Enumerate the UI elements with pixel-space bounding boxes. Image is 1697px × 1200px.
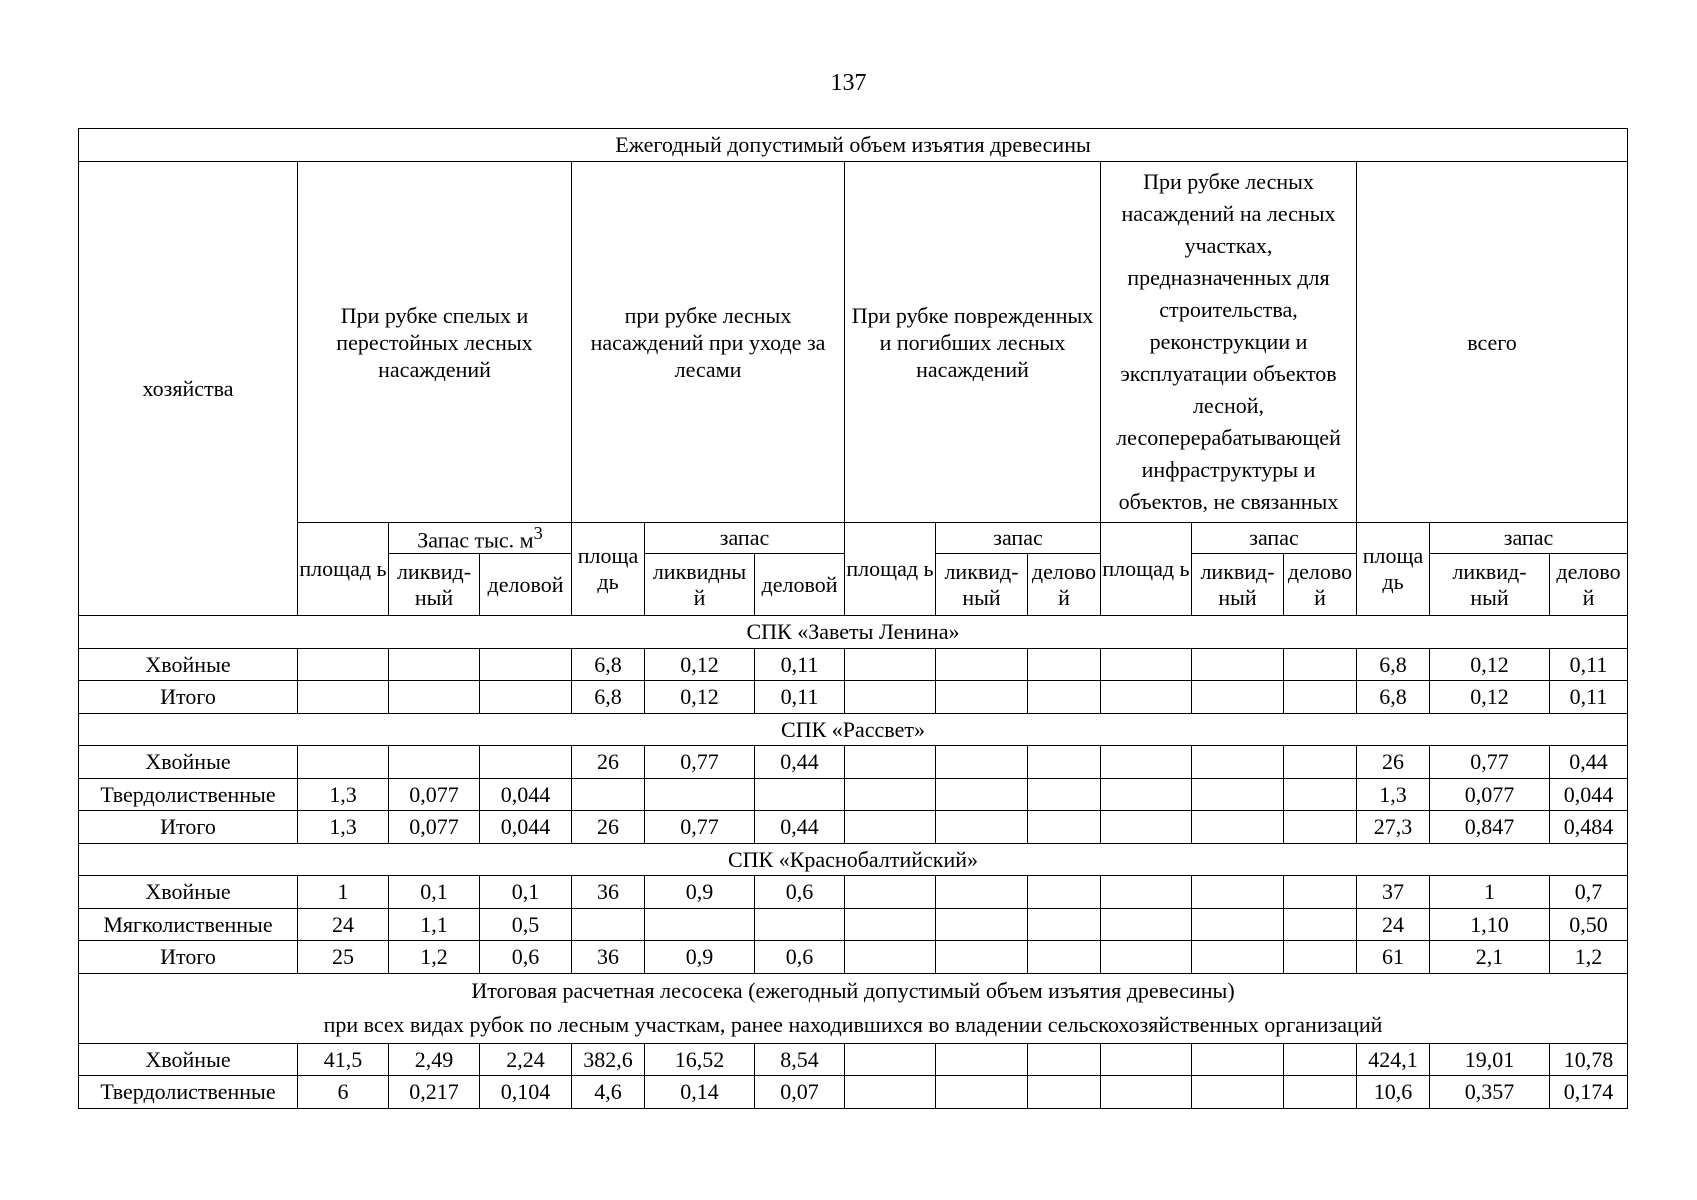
value-cell bbox=[1028, 941, 1101, 974]
section-title bbox=[79, 843, 1628, 876]
value-cell bbox=[1028, 648, 1101, 681]
value-cell bbox=[1192, 1043, 1284, 1076]
value-cell bbox=[845, 1076, 936, 1109]
value-cell: 0,14 bbox=[645, 1076, 755, 1109]
value-cell bbox=[1028, 681, 1101, 714]
value-cell bbox=[1192, 681, 1284, 714]
value-cell bbox=[389, 746, 480, 779]
section-title-row bbox=[79, 843, 1628, 876]
value-cell bbox=[1101, 648, 1192, 681]
value-cell: 0,077 bbox=[389, 778, 480, 811]
value-cell: 0,044 bbox=[480, 778, 572, 811]
value-cell: 0,07 bbox=[755, 1076, 845, 1109]
value-cell: 1,3 bbox=[298, 811, 389, 844]
final-section-title-line: Итоговая расчетная лесосека (ежегодный допустимый объем изъятия древесины) bbox=[471, 978, 1235, 1004]
page-number: 137 bbox=[830, 70, 867, 96]
value-cell: 41,5 bbox=[298, 1043, 389, 1076]
value-cell: 2,1 bbox=[1430, 941, 1550, 974]
value-cell: 16,52 bbox=[645, 1043, 755, 1076]
value-cell: 6,8 bbox=[572, 681, 645, 714]
value-cell: 1 bbox=[1430, 876, 1550, 909]
table-row bbox=[79, 908, 1628, 941]
value-cell: 10,78 bbox=[1550, 1043, 1628, 1076]
value-cell bbox=[755, 778, 845, 811]
table-row bbox=[79, 778, 1628, 811]
area-header: площа дь bbox=[1357, 523, 1430, 616]
value-cell: 19,01 bbox=[1430, 1043, 1550, 1076]
value-cell: 37 bbox=[1357, 876, 1430, 909]
species-cell: Хвойные bbox=[79, 648, 298, 681]
value-cell bbox=[645, 908, 755, 941]
species-cell: Хвойные bbox=[79, 876, 298, 909]
species-cell: Твердолиственные bbox=[79, 1076, 298, 1109]
value-cell: 382,6 bbox=[572, 1043, 645, 1076]
value-cell: 1,2 bbox=[389, 941, 480, 974]
value-cell bbox=[1028, 1043, 1101, 1076]
area-header: площа дь bbox=[572, 523, 645, 616]
value-cell bbox=[298, 746, 389, 779]
value-cell: 26 bbox=[572, 811, 645, 844]
value-cell: 0,6 bbox=[755, 876, 845, 909]
business-header: делово й bbox=[1284, 554, 1357, 616]
value-cell bbox=[936, 876, 1028, 909]
value-cell bbox=[389, 681, 480, 714]
value-cell bbox=[1028, 1076, 1101, 1109]
value-cell: 6,8 bbox=[1357, 648, 1430, 681]
value-cell bbox=[480, 648, 572, 681]
value-cell bbox=[845, 941, 936, 974]
value-cell: 6,8 bbox=[572, 648, 645, 681]
row-header: хозяйства bbox=[79, 162, 298, 616]
liquid-header: ликвид- ный bbox=[389, 554, 480, 616]
stock-units-exponent: 3 bbox=[533, 523, 543, 543]
value-cell: 0,44 bbox=[755, 811, 845, 844]
value-cell bbox=[480, 681, 572, 714]
value-cell: 1,3 bbox=[1357, 778, 1430, 811]
value-cell bbox=[1284, 941, 1357, 974]
table-row bbox=[79, 1043, 1628, 1076]
species-cell: Итого bbox=[79, 811, 298, 844]
stock-header: запас bbox=[936, 523, 1101, 554]
stock-header: запас bbox=[1430, 523, 1628, 554]
final-section-title-row bbox=[79, 973, 1628, 1043]
table-row bbox=[79, 941, 1628, 974]
table-row bbox=[79, 681, 1628, 714]
value-cell: 0,6 bbox=[755, 941, 845, 974]
value-cell bbox=[936, 811, 1028, 844]
value-cell bbox=[1028, 908, 1101, 941]
value-cell bbox=[1192, 941, 1284, 974]
value-cell: 0,12 bbox=[645, 648, 755, 681]
stock-units-header bbox=[389, 523, 572, 554]
value-cell: 0,847 bbox=[1430, 811, 1550, 844]
value-cell bbox=[1284, 1076, 1357, 1109]
business-header: деловой bbox=[755, 554, 845, 616]
value-cell bbox=[1284, 681, 1357, 714]
table-row bbox=[79, 746, 1628, 779]
value-cell bbox=[845, 746, 936, 779]
value-cell: 6,8 bbox=[1357, 681, 1430, 714]
value-cell bbox=[845, 908, 936, 941]
value-cell bbox=[1028, 778, 1101, 811]
final-section-title bbox=[79, 973, 1628, 1043]
value-cell: 0,044 bbox=[480, 811, 572, 844]
value-cell bbox=[936, 746, 1028, 779]
value-cell bbox=[1101, 876, 1192, 909]
value-cell: 0,1 bbox=[389, 876, 480, 909]
business-header: делово й bbox=[1550, 554, 1628, 616]
section-title-line: СПК «Рассвет» bbox=[781, 716, 925, 742]
value-cell bbox=[1192, 648, 1284, 681]
value-cell bbox=[1101, 746, 1192, 779]
liquid-header: ликвид- ный bbox=[1192, 554, 1284, 616]
species-cell: Твердолиственные bbox=[79, 778, 298, 811]
value-cell: 36 bbox=[572, 876, 645, 909]
value-cell bbox=[645, 778, 755, 811]
value-cell bbox=[389, 648, 480, 681]
value-cell bbox=[1284, 876, 1357, 909]
value-cell: 2,24 bbox=[480, 1043, 572, 1076]
value-cell bbox=[1101, 681, 1192, 714]
value-cell: 0,50 bbox=[1550, 908, 1628, 941]
value-cell: 424,1 bbox=[1357, 1043, 1430, 1076]
value-cell: 61 bbox=[1357, 941, 1430, 974]
value-cell: 0,9 bbox=[645, 941, 755, 974]
section-title-line: СПК «Заветы Ленина» bbox=[746, 619, 960, 645]
table-row bbox=[79, 1076, 1628, 1109]
value-cell: 0,044 bbox=[1550, 778, 1628, 811]
value-cell: 0,484 bbox=[1550, 811, 1628, 844]
value-cell bbox=[1101, 941, 1192, 974]
value-cell: 0,77 bbox=[645, 746, 755, 779]
group-header-total: всего bbox=[1357, 162, 1628, 523]
species-cell: Итого bbox=[79, 681, 298, 714]
value-cell bbox=[845, 811, 936, 844]
business-header: деловой bbox=[480, 554, 572, 616]
value-cell bbox=[845, 876, 936, 909]
value-cell bbox=[936, 908, 1028, 941]
value-cell: 0,7 bbox=[1550, 876, 1628, 909]
value-cell: 0,44 bbox=[755, 746, 845, 779]
species-cell: Хвойные bbox=[79, 1043, 298, 1076]
section-title-line: СПК «Краснобалтийский» bbox=[727, 846, 978, 872]
value-cell bbox=[1192, 908, 1284, 941]
value-cell bbox=[1284, 778, 1357, 811]
value-cell: 0,174 bbox=[1550, 1076, 1628, 1109]
value-cell: 0,11 bbox=[1550, 681, 1628, 714]
value-cell: 0,9 bbox=[645, 876, 755, 909]
value-cell bbox=[936, 941, 1028, 974]
value-cell: 26 bbox=[572, 746, 645, 779]
value-cell: 26 bbox=[1357, 746, 1430, 779]
value-cell: 4,6 bbox=[572, 1076, 645, 1109]
value-cell bbox=[1284, 746, 1357, 779]
value-cell bbox=[845, 1043, 936, 1076]
value-cell bbox=[936, 648, 1028, 681]
group-header-thinning: при рубке лесных насаждений при уходе за лесами bbox=[572, 162, 845, 523]
value-cell: 2,49 bbox=[389, 1043, 480, 1076]
value-cell bbox=[1192, 876, 1284, 909]
value-cell: 0,077 bbox=[389, 811, 480, 844]
value-cell bbox=[1284, 908, 1357, 941]
value-cell: 1 bbox=[298, 876, 389, 909]
value-cell bbox=[1028, 876, 1101, 909]
value-cell: 0,12 bbox=[1430, 648, 1550, 681]
value-cell: 0,11 bbox=[755, 648, 845, 681]
table-row bbox=[79, 876, 1628, 909]
value-cell bbox=[845, 778, 936, 811]
area-header: площад ь bbox=[1101, 523, 1192, 616]
value-cell: 0,104 bbox=[480, 1076, 572, 1109]
liquid-header: ликвид- ный bbox=[1430, 554, 1550, 616]
value-cell bbox=[936, 778, 1028, 811]
value-cell bbox=[1284, 648, 1357, 681]
value-cell bbox=[1028, 746, 1101, 779]
area-header: площад ь bbox=[298, 523, 389, 616]
value-cell bbox=[298, 648, 389, 681]
harvest-volume-table bbox=[78, 128, 1628, 1109]
stock-units-label: Запас тыс. м bbox=[417, 527, 534, 553]
value-cell bbox=[298, 681, 389, 714]
value-cell: 0,357 bbox=[1430, 1076, 1550, 1109]
value-cell bbox=[936, 681, 1028, 714]
table-title: Ежегодный допустимый объем изъятия древесины bbox=[79, 129, 1628, 162]
value-cell bbox=[936, 1076, 1028, 1109]
value-cell: 0,12 bbox=[1430, 681, 1550, 714]
value-cell bbox=[1192, 746, 1284, 779]
stock-header: запас bbox=[645, 523, 845, 554]
value-cell: 0,217 bbox=[389, 1076, 480, 1109]
value-cell: 10,6 bbox=[1357, 1076, 1430, 1109]
stock-header: запас bbox=[1192, 523, 1357, 554]
value-cell bbox=[1284, 811, 1357, 844]
value-cell: 27,3 bbox=[1357, 811, 1430, 844]
section-title bbox=[79, 616, 1628, 649]
final-section-title-line: при всех видах рубок по лесным участкам, ранее находившихся во владении сельскохозяйственных организаций bbox=[323, 1012, 1383, 1038]
value-cell bbox=[845, 648, 936, 681]
value-cell: 25 bbox=[298, 941, 389, 974]
business-header: делово й bbox=[1028, 554, 1101, 616]
value-cell bbox=[1284, 1043, 1357, 1076]
value-cell bbox=[936, 1043, 1028, 1076]
value-cell bbox=[572, 778, 645, 811]
value-cell: 1,3 bbox=[298, 778, 389, 811]
table-row bbox=[79, 648, 1628, 681]
value-cell: 0,77 bbox=[1430, 746, 1550, 779]
value-cell: 1,10 bbox=[1430, 908, 1550, 941]
value-cell bbox=[572, 908, 645, 941]
section-title-row bbox=[79, 616, 1628, 649]
liquid-header: ликвидны й bbox=[645, 554, 755, 616]
value-cell bbox=[480, 746, 572, 779]
value-cell bbox=[755, 908, 845, 941]
value-cell: 36 bbox=[572, 941, 645, 974]
group-header-construction: При рубке лесных насаждений на лесных участках, предназначенных для строительства, реконструкции и эксплуатации объектов лесной, лесоперерабатывающей инфраструктуры и объектов, не связанных bbox=[1101, 162, 1357, 523]
value-cell bbox=[1101, 1043, 1192, 1076]
value-cell: 24 bbox=[298, 908, 389, 941]
value-cell: 1,1 bbox=[389, 908, 480, 941]
value-cell bbox=[1101, 1076, 1192, 1109]
species-cell: Хвойные bbox=[79, 746, 298, 779]
value-cell bbox=[1101, 908, 1192, 941]
section-title bbox=[79, 713, 1628, 746]
section-title-row bbox=[79, 713, 1628, 746]
value-cell bbox=[1028, 811, 1101, 844]
table-row bbox=[79, 811, 1628, 844]
value-cell: 0,5 bbox=[480, 908, 572, 941]
area-header: площад ь bbox=[845, 523, 936, 616]
value-cell bbox=[845, 681, 936, 714]
value-cell: 0,11 bbox=[1550, 648, 1628, 681]
value-cell bbox=[1101, 778, 1192, 811]
group-header-mature: При рубке спелых и перестойных лесных насаждений bbox=[298, 162, 572, 523]
value-cell: 8,54 bbox=[755, 1043, 845, 1076]
value-cell: 24 bbox=[1357, 908, 1430, 941]
species-cell: Мягколиственные bbox=[79, 908, 298, 941]
value-cell: 0,12 bbox=[645, 681, 755, 714]
value-cell: 0,77 bbox=[645, 811, 755, 844]
liquid-header: ликвид- ный bbox=[936, 554, 1028, 616]
value-cell: 0,44 bbox=[1550, 746, 1628, 779]
species-cell: Итого bbox=[79, 941, 298, 974]
value-cell bbox=[1192, 778, 1284, 811]
value-cell bbox=[1192, 1076, 1284, 1109]
value-cell: 0,1 bbox=[480, 876, 572, 909]
value-cell: 6 bbox=[298, 1076, 389, 1109]
value-cell: 0,077 bbox=[1430, 778, 1550, 811]
value-cell bbox=[1101, 811, 1192, 844]
value-cell bbox=[1192, 811, 1284, 844]
value-cell: 1,2 bbox=[1550, 941, 1628, 974]
value-cell: 0,11 bbox=[755, 681, 845, 714]
value-cell: 0,6 bbox=[480, 941, 572, 974]
group-header-damaged: При рубке поврежденных и погибших лесных насаждений bbox=[845, 162, 1101, 523]
